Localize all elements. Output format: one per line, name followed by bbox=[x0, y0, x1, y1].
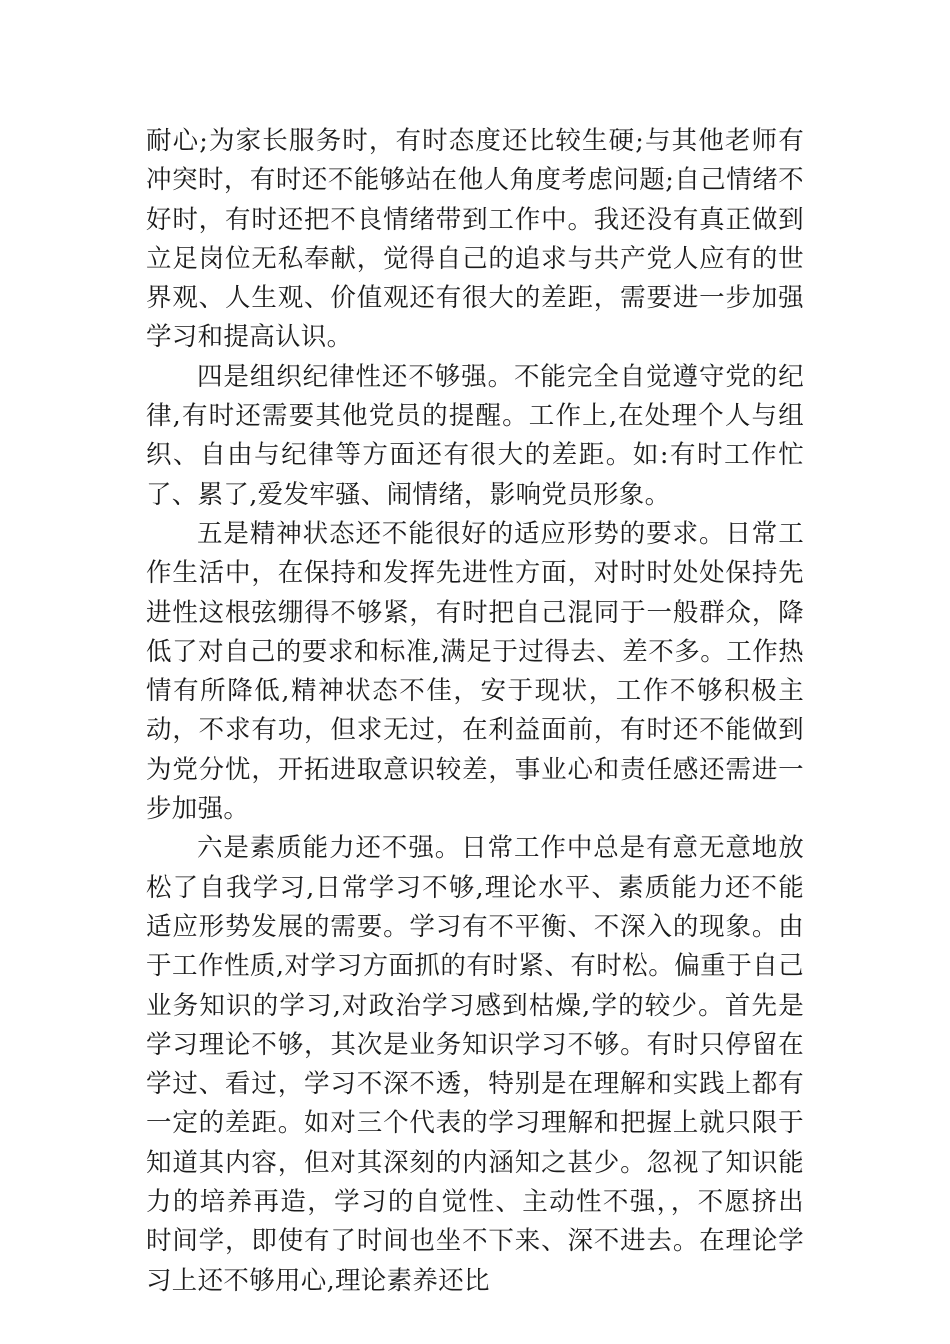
paragraph-1: 耐心;为家长服务时，有时态度还比较生硬;与其他老师有冲突时，有时还不能够站在他人角度考虑问题;自己情绪不好时，有时还把不良情绪带到工作中。我还没有真正做到立足岗位无私奉献，觉得自己的追求与共产党人应有的世界观、人生观、价值观还有很大的差距，需要进一步加强学习和提高认识。 bbox=[146, 126, 804, 353]
document-page bbox=[146, 122, 804, 1301]
paragraph-4: 六是素质能力还不强。日常工作中总是有意无意地放松了自我学习,日常学习不够,理论水平、素质能力还不能适应形势发展的需要。学习有不平衡、不深入的现象。由于工作性质,对学习方面抓的有时紧、有时松。偏重于自己业务知识的学习,对政治学习感到枯燥,学的较少。首先是学习理论不够，其次是业务知识学习不够。有时只停留在学过、看过，学习不深不透，特别是在理解和实践上都有一定的差距。如对三个代表的学习理解和把握上就只限于知道其内容，但对其深刻的内涵知之甚少。忽视了知识能力的培养再造，学习的自觉性、主动性不强，，不愿挤出时间学，即使有了时间也坐不下来、深不进去。在理论学习上还不够用心,理论素养还比 bbox=[146, 833, 804, 1296]
paragraph-3: 五是精神状态还不能很好的适应形势的要求。日常工作生活中，在保持和发挥先进性方面，对时时处处保持先进性这根弦绷得不够紧，有时把自己混同于一般群众，降低了对自己的要求和标准,满足于过得去、差不多。工作热情有所降低,精神状态不佳，安于现状，工作不够积极主动，不求有功，但求无过，在利益面前，有时还不能做到为党分忧，开拓进取意识较差，事业心和责任感还需进一步加强。 bbox=[146, 518, 804, 825]
paragraph-2: 四是组织纪律性还不够强。不能完全自觉遵守党的纪律,有时还需要其他党员的提醒。工作上,在处理个人与组织、自由与纪律等方面还有很大的差距。如:有时工作忙了、累了,爱发牢骚、闹情绪，影响党员形象。 bbox=[146, 361, 804, 510]
